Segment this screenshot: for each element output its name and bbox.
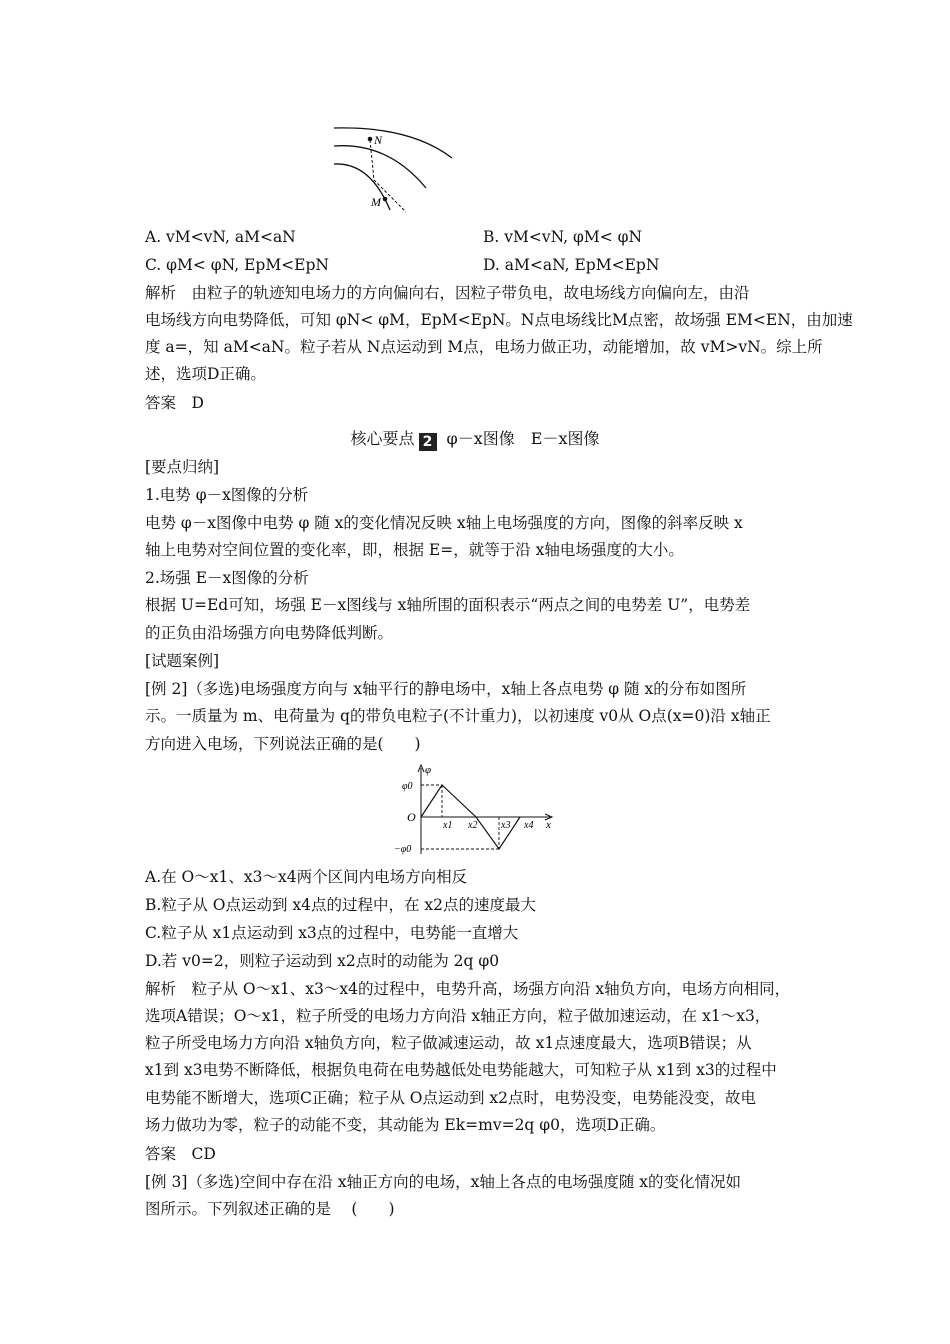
field-lines-figure: [330, 122, 455, 217]
x3-label: x3: [501, 820, 511, 831]
phi-x-graph: [380, 762, 560, 858]
q1-analysis-line: 度 a=，知 aM<aN。粒子若从 N点运动到 M点，电场力做正功，动能增加，故 vM>vN。综上所: [145, 338, 823, 356]
x1-label: x1: [443, 820, 453, 831]
ex2-analysis-line: 场力做功为零，粒子的动能不变，其动能为 Ek=mv=2q φ0，选项D正确。: [145, 1116, 666, 1134]
phi0-label: φ0: [402, 781, 413, 792]
ex2-analysis-line: 电势能不断增大，选项C正确；粒子从 O点运动到 x2点时，电势没变，电势能没变，故电: [145, 1089, 757, 1107]
point-n: [368, 137, 373, 142]
ex3-stem-line: [例 3]（多选)空间中存在沿 x轴正方向的电场，x轴上各点的电场强度随 x的变化情况如: [145, 1173, 742, 1191]
ex2-option-a: A.在 O～x1、x3～x4两个区间内电场方向相反: [145, 868, 468, 886]
q1-analysis-line: 解析 由粒子的轨迹知电场力的方向偏向右，因粒子带负电，故电场线方向偏向左，由沿: [145, 284, 750, 302]
summary-heading: [要点归纳]: [145, 458, 220, 476]
ex2-answer: 答案 CD: [145, 1145, 216, 1163]
field-line-outer: [334, 128, 452, 158]
x2-label: x2: [468, 820, 478, 831]
y-axis-label: φ: [425, 764, 432, 776]
x-axis-label: x: [546, 819, 551, 831]
label-n: N: [374, 133, 383, 147]
ex2-analysis-line: 选项A错误；O～x1，粒子所受的电场力方向沿 x轴正方向，粒子做加速运动，在 x1～x3，: [145, 1007, 771, 1025]
ex2-stem-line: [例 2]（多选)电场强度方向与 x轴平行的静电场中，x轴上各点电势 φ 随 x的分布如图所: [145, 680, 747, 698]
cases-heading: [试题案例]: [145, 652, 220, 670]
x4-label: x4: [524, 820, 534, 831]
q1-analysis-line: 述，选项D正确。: [145, 365, 266, 383]
section-prefix: 核心要点: [350, 429, 415, 448]
q1-option-a: A. vM<vN, aM<aN: [145, 228, 296, 246]
section-heading: [0, 426, 950, 451]
field-line-middle: [334, 146, 426, 188]
ex2-analysis-line: 粒子所受电场力方向沿 x轴负方向，粒子做减速运动，故 x1点速度最大，选项B错误；从: [145, 1034, 752, 1052]
ex2-analysis-line: 解析 粒子从 O～x1、x3～x4的过程中，电势升高，场强方向沿 x轴负方向，电场方向相同，: [145, 980, 791, 998]
q1-option-b: B. vM<vN, φM< φN: [483, 228, 643, 246]
ex3-stem-line: 图所示。下列叙述正确的是 ( ): [145, 1200, 395, 1218]
neg-phi0-label: −φ0: [394, 844, 412, 855]
point2-title: 2.场强 E－x图像的分析: [145, 569, 309, 587]
point1-title: 1.电势 φ－x图像的分析: [145, 486, 309, 504]
point1-text-line: 电势 φ－x图像中电势 φ 随 x的变化情况反映 x轴上电场强度的方向，图像的斜率反映 x: [145, 514, 743, 532]
q1-analysis-line: 电场线方向电势降低，可知 φN< φM，EpM<EpN。N点电场线比M点密，故场强 EM<EN，由加速: [145, 311, 853, 329]
point2-text-line: 的正负由沿场强方向电势降低判断。: [145, 624, 394, 642]
section-number-badge: 2: [419, 433, 437, 451]
point2-text-line: 根据 U=Ed可知，场强 E－x图线与 x轴所围的面积表示“两点之间的电势差 U”，电势差: [145, 596, 751, 614]
point1-text-line: 轴上电势对空间位置的变化率，即，根据 E=，就等于沿 x轴电场强度的大小。: [145, 541, 684, 559]
section-title: φ－x图像 E－x图像: [446, 429, 600, 448]
point-m: [383, 197, 388, 202]
q1-answer: 答案 D: [145, 394, 204, 412]
q1-option-d: D. aM<aN, EpM<EpN: [483, 256, 660, 274]
q1-option-c: C. φM< φN, EpM<EpN: [145, 256, 329, 274]
ex2-option-c: C.粒子从 x1点运动到 x3点的过程中，电势能一直增大: [145, 924, 519, 942]
ex2-analysis-line: x1到 x3电势不断降低，根据负电荷在电势越低处电势能越大，可知粒子从 x1到 x3的过程中: [145, 1061, 777, 1079]
ex2-stem-line: 方向进入电场，下列说法正确的是( ): [145, 735, 421, 753]
origin-label: O: [407, 810, 416, 824]
ex2-option-b: B.粒子从 O点运动到 x4点的过程中，在 x2点的速度最大: [145, 896, 537, 914]
label-m: M: [371, 195, 381, 209]
ex2-option-d: D.若 v0=2，则粒子运动到 x2点时的动能为 2q φ0: [145, 952, 500, 970]
ex2-stem-line: 示。一质量为 m、电荷量为 q的带负电粒子(不计重力)，以初速度 v0从 O点(x=0)沿 x轴正: [145, 707, 771, 725]
